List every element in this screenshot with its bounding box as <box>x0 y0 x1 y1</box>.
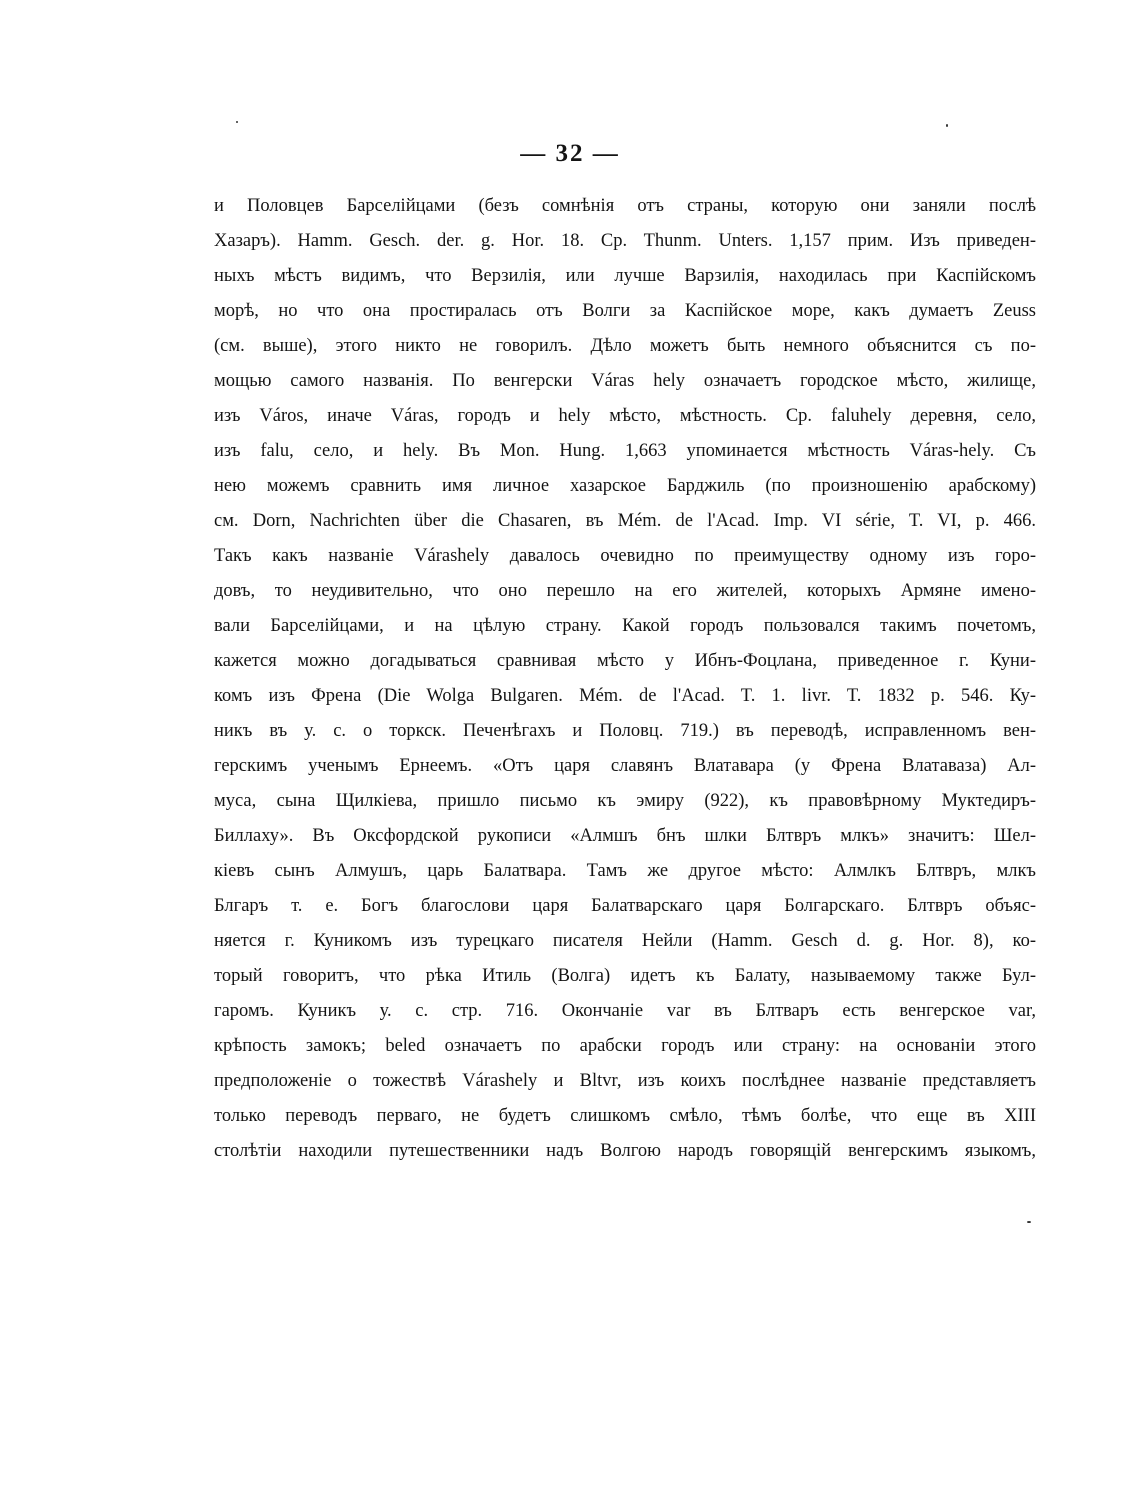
scan-speck <box>946 124 948 127</box>
text-line: только переводъ перваго, не будетъ слишкомъ смѣло, тѣмъ болѣе, что еще въ XIII <box>214 1106 1036 1126</box>
text-line: предположеніе о тожествѣ Várashely и Bltvr, изъ коихъ послѣднее названіе представляетъ <box>214 1071 1036 1091</box>
text-line: морѣ, но что она простиралась отъ Волги за Каспійское море, какъ думаетъ Zeuss <box>214 301 1036 321</box>
text-line: изъ Város, иначе Váras, городъ и hely мѣсто, мѣстность. Cp. faluhely деревня, село, <box>214 406 1036 426</box>
text-line: Биллаху». Въ Оксфордской рукописи «Алмшъ бнъ шлки Блтвръ млкъ» значитъ: Шел- <box>214 826 1036 846</box>
text-line: Блгаръ т. е. Богъ благослови царя Балатварскаго царя Болгарскаго. Блтвръ объяс- <box>214 896 1036 916</box>
text-line: Такъ какъ названіе Várashely давалось очевидно по преимуществу одному изъ горо- <box>214 546 1036 566</box>
text-line: мощью самого названія. По венгерски Váras hely означаетъ городское мѣсто, жилище, <box>214 371 1036 391</box>
text-line: ныхъ мѣстъ видимъ, что Верзилія, или лучше Варзилія, находилась при Каспійскомъ <box>214 266 1036 286</box>
text-line: Хазаръ). Hamm. Gesch. der. g. Hor. 18. Cp. Thunm. Unters. 1,157 прим. Изъ приведен- <box>214 231 1036 251</box>
text-line: довъ, то неудивительно, что оно перешло на его жителей, которыхъ Армяне имено- <box>214 581 1036 601</box>
scan-speck <box>236 121 238 123</box>
text-line: и Половцев Барселійцами (безъ сомнѣнія отъ страны, которую они заняли послѣ <box>214 196 1036 216</box>
text-line: гаромъ. Куникъ у. с. стр. 716. Окончаніе var въ Блтваръ есть венгерское var, <box>214 1001 1036 1021</box>
text-line: (см. выше), этого никто не говорилъ. Дѣло можетъ быть немного объяснится съ по- <box>214 336 1036 356</box>
text-line: крѣпость замокъ; beled означаетъ по арабски городъ или страну: на основаніи этого <box>214 1036 1036 1056</box>
text-line: няется г. Куникомъ изъ турецкаго писателя Нейли (Hamm. Gesch d. g. Hor. 8), ко- <box>214 931 1036 951</box>
text-line: кіевъ сынъ Алмушъ, царь Балатвара. Тамъ же другое мѣсто: Алмлкъ Блтвръ, млкъ <box>214 861 1036 881</box>
text-line: никъ въ у. с. о торкск. Печенѣгахъ и Половц. 719.) въ переводѣ, исправленномъ вен- <box>214 721 1036 741</box>
text-line: комъ изъ Френа (Die Wolga Bulgaren. Mém. de l'Acad. T. 1. livr. T. 1832 p. 546. Ку- <box>214 686 1036 706</box>
text-line: столѣтіи находили путешественники надъ Волгою народъ говорящій венгерскимъ языкомъ, <box>214 1141 1036 1161</box>
text-line: изъ falu, село, и hely. Въ Mon. Hung. 1,663 упоминается мѣстность Váras-hely. Съ <box>214 441 1036 461</box>
page-number: — 32 — <box>520 140 620 167</box>
text-line: вали Барселійцами, и на цѣлую страну. Какой городъ пользовался такимъ почетомъ, <box>214 616 1036 636</box>
text-line: нею можемъ сравнить имя личное хазарское Барджиль (по произношенію арабскому) <box>214 476 1036 496</box>
text-line: торый говоритъ, что рѣка Итиль (Волга) идетъ къ Балату, называемому также Бул- <box>214 966 1036 986</box>
text-line: см. Dorn, Nachrichten über die Chasaren, въ Mém. de l'Acad. Imp. VI série, T. VI, p. 466. <box>214 511 1036 531</box>
text-line: муса, сына Щилкіева, пришло письмо къ эмиру (922), къ правовѣрному Муктедиръ- <box>214 791 1036 811</box>
text-line: герскимъ ученымъ Ернеемъ. «Отъ царя славянъ Влатавара (у Френа Влатаваза) Ал- <box>214 756 1036 776</box>
body-text <box>214 189 1036 1169</box>
text-line: кажется можно догадываться сравнивая мѣсто у Ибнъ-Фоцлана, приведенное г. Куни- <box>214 651 1036 671</box>
scan-speck <box>1027 1221 1031 1223</box>
